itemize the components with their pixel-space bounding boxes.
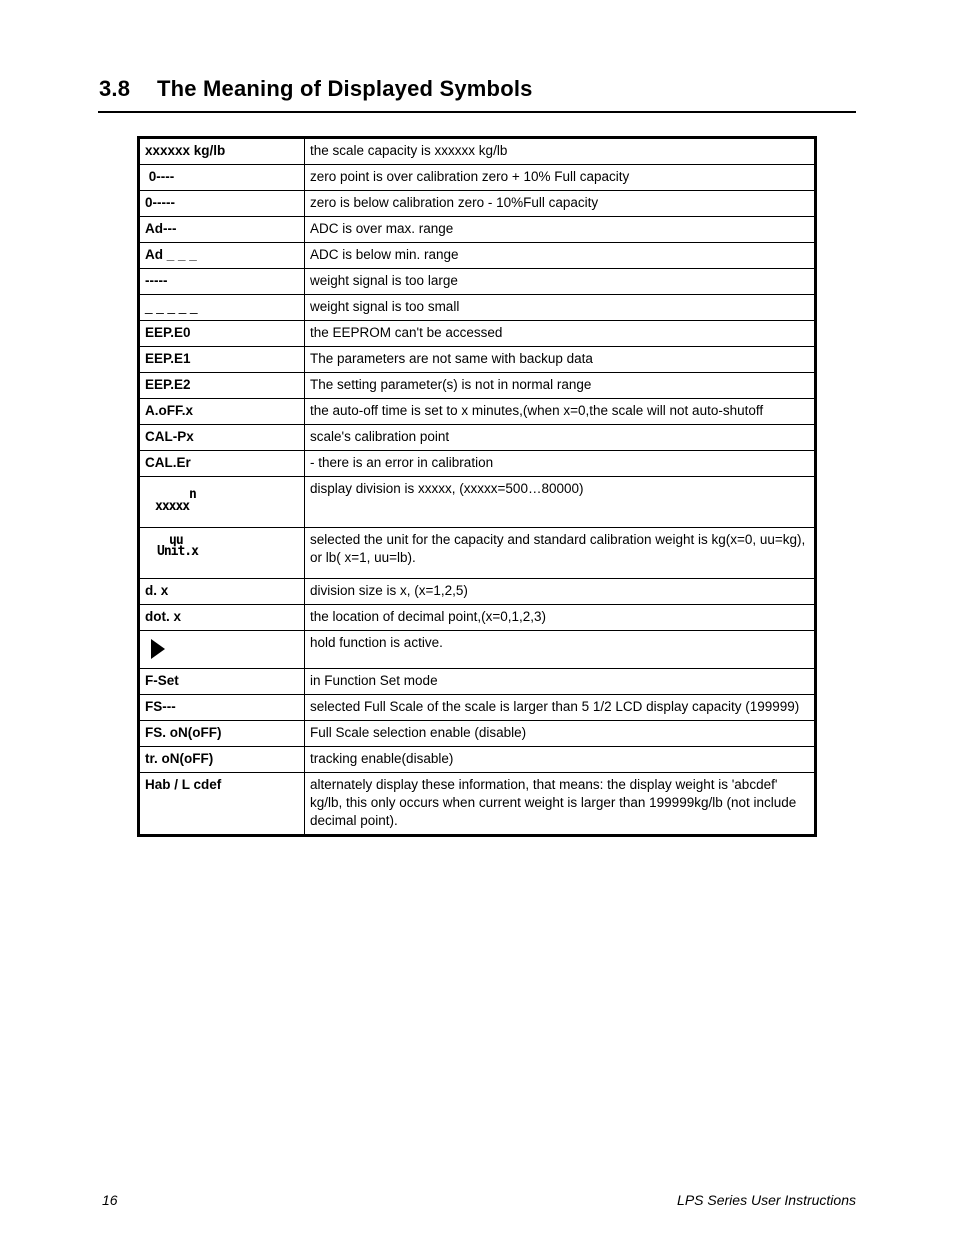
- symbol-cell: [139, 477, 305, 528]
- table-row: [139, 773, 816, 836]
- symbol-cell: -----: [139, 269, 305, 295]
- meaning-cell: The parameters are not same with backup data: [305, 347, 816, 373]
- table-row: [139, 165, 816, 191]
- meaning-cell: tracking enable(disable): [305, 747, 816, 773]
- table-row: [139, 138, 816, 165]
- meaning-cell: weight signal is too small: [305, 295, 816, 321]
- symbol-cell: A.oFF.x: [139, 399, 305, 425]
- table-row: [139, 243, 816, 269]
- meaning-cell: hold function is active.: [305, 631, 816, 669]
- symbol-cell: tr. oN(oFF): [139, 747, 305, 773]
- table-row: [139, 295, 816, 321]
- symbol-cell: Ad---: [139, 217, 305, 243]
- heading-rule: [98, 111, 856, 113]
- meaning-cell: weight signal is too large: [305, 269, 816, 295]
- lcd-unit-symbol: [145, 531, 205, 569]
- meaning-cell: - there is an error in calibration: [305, 451, 816, 477]
- table-row: [139, 425, 816, 451]
- table-row: [139, 451, 816, 477]
- meaning-cell: alternately display these information, that means: the display weight is 'abcdef' kg/lb, this only occurs when current weight is larger than 199999kg/lb (not include decimal point).: [305, 773, 816, 836]
- table-row: [139, 269, 816, 295]
- section-title: The Meaning of Displayed Symbols: [157, 76, 533, 101]
- lcd-superscript: uu: [169, 533, 183, 548]
- table-row: [139, 669, 816, 695]
- play-arrow-icon: [151, 639, 165, 659]
- meaning-cell: selected Full Scale of the scale is larger than 5 1/2 LCD display capacity (199999): [305, 695, 816, 721]
- symbol-cell: EEP.E0: [139, 321, 305, 347]
- section-heading: [99, 76, 533, 102]
- symbol-cell: EEP.E1: [139, 347, 305, 373]
- symbol-cell: [139, 631, 305, 669]
- symbol-cell: d. x: [139, 579, 305, 605]
- meaning-cell: the auto-off time is set to x minutes,(when x=0,the scale will not auto-shutoff: [305, 399, 816, 425]
- table-row: [139, 399, 816, 425]
- table-row: [139, 695, 816, 721]
- meaning-cell: the EEPROM can't be accessed: [305, 321, 816, 347]
- lcd-main-text: Unit.x: [157, 544, 198, 559]
- symbol-cell: FS. oN(oFF): [139, 721, 305, 747]
- symbol-cell: EEP.E2: [139, 373, 305, 399]
- table-row: [139, 528, 816, 579]
- meaning-cell: the location of decimal point,(x=0,1,2,3): [305, 605, 816, 631]
- table-row: [139, 605, 816, 631]
- table-row: [139, 373, 816, 399]
- meaning-cell: scale's calibration point: [305, 425, 816, 451]
- table-row: [139, 631, 816, 669]
- meaning-cell: division size is x, (x=1,2,5): [305, 579, 816, 605]
- lcd-main-text: xxxxx: [155, 499, 190, 514]
- table-row: [139, 721, 816, 747]
- page-number: 16: [102, 1192, 118, 1208]
- symbol-cell: 0-----: [139, 191, 305, 217]
- table-row: [139, 579, 816, 605]
- meaning-cell: The setting parameter(s) is not in normal range: [305, 373, 816, 399]
- symbol-cell: dot. x: [139, 605, 305, 631]
- symbols-table: [137, 136, 817, 837]
- symbol-cell: Hab / L cdef: [139, 773, 305, 836]
- meaning-cell: zero is below calibration zero - 10%Full capacity: [305, 191, 816, 217]
- table-row: [139, 191, 816, 217]
- symbol-cell: 0----: [139, 165, 305, 191]
- table-row: [139, 347, 816, 373]
- symbol-cell: Ad _ _ _: [139, 243, 305, 269]
- meaning-cell: selected the unit for the capacity and standard calibration weight is kg(x=0, uu=kg), or lb( x=1, uu=lb).: [305, 528, 816, 579]
- symbol-cell: xxxxxx kg/lb: [139, 138, 305, 165]
- symbol-cell: F-Set: [139, 669, 305, 695]
- symbol-cell: CAL-Px: [139, 425, 305, 451]
- meaning-cell: display division is xxxxx, (xxxxx=500…80000): [305, 477, 816, 528]
- table-row: [139, 747, 816, 773]
- symbol-cell: _ _ _ _ _: [139, 295, 305, 321]
- symbol-cell: CAL.Er: [139, 451, 305, 477]
- table-row: [139, 217, 816, 243]
- meaning-cell: ADC is over max. range: [305, 217, 816, 243]
- symbol-cell: [139, 528, 305, 579]
- meaning-cell: zero point is over calibration zero + 10% Full capacity: [305, 165, 816, 191]
- lcd-division-symbol: [145, 480, 205, 518]
- meaning-cell: Full Scale selection enable (disable): [305, 721, 816, 747]
- meaning-cell: the scale capacity is xxxxxx kg/lb: [305, 138, 816, 165]
- table-row: [139, 321, 816, 347]
- document-title: LPS Series User Instructions: [677, 1192, 856, 1208]
- section-number: 3.8: [99, 76, 131, 101]
- symbol-cell: FS---: [139, 695, 305, 721]
- meaning-cell: in Function Set mode: [305, 669, 816, 695]
- meaning-cell: ADC is below min. range: [305, 243, 816, 269]
- lcd-superscript: n: [189, 487, 196, 502]
- table-row: [139, 477, 816, 528]
